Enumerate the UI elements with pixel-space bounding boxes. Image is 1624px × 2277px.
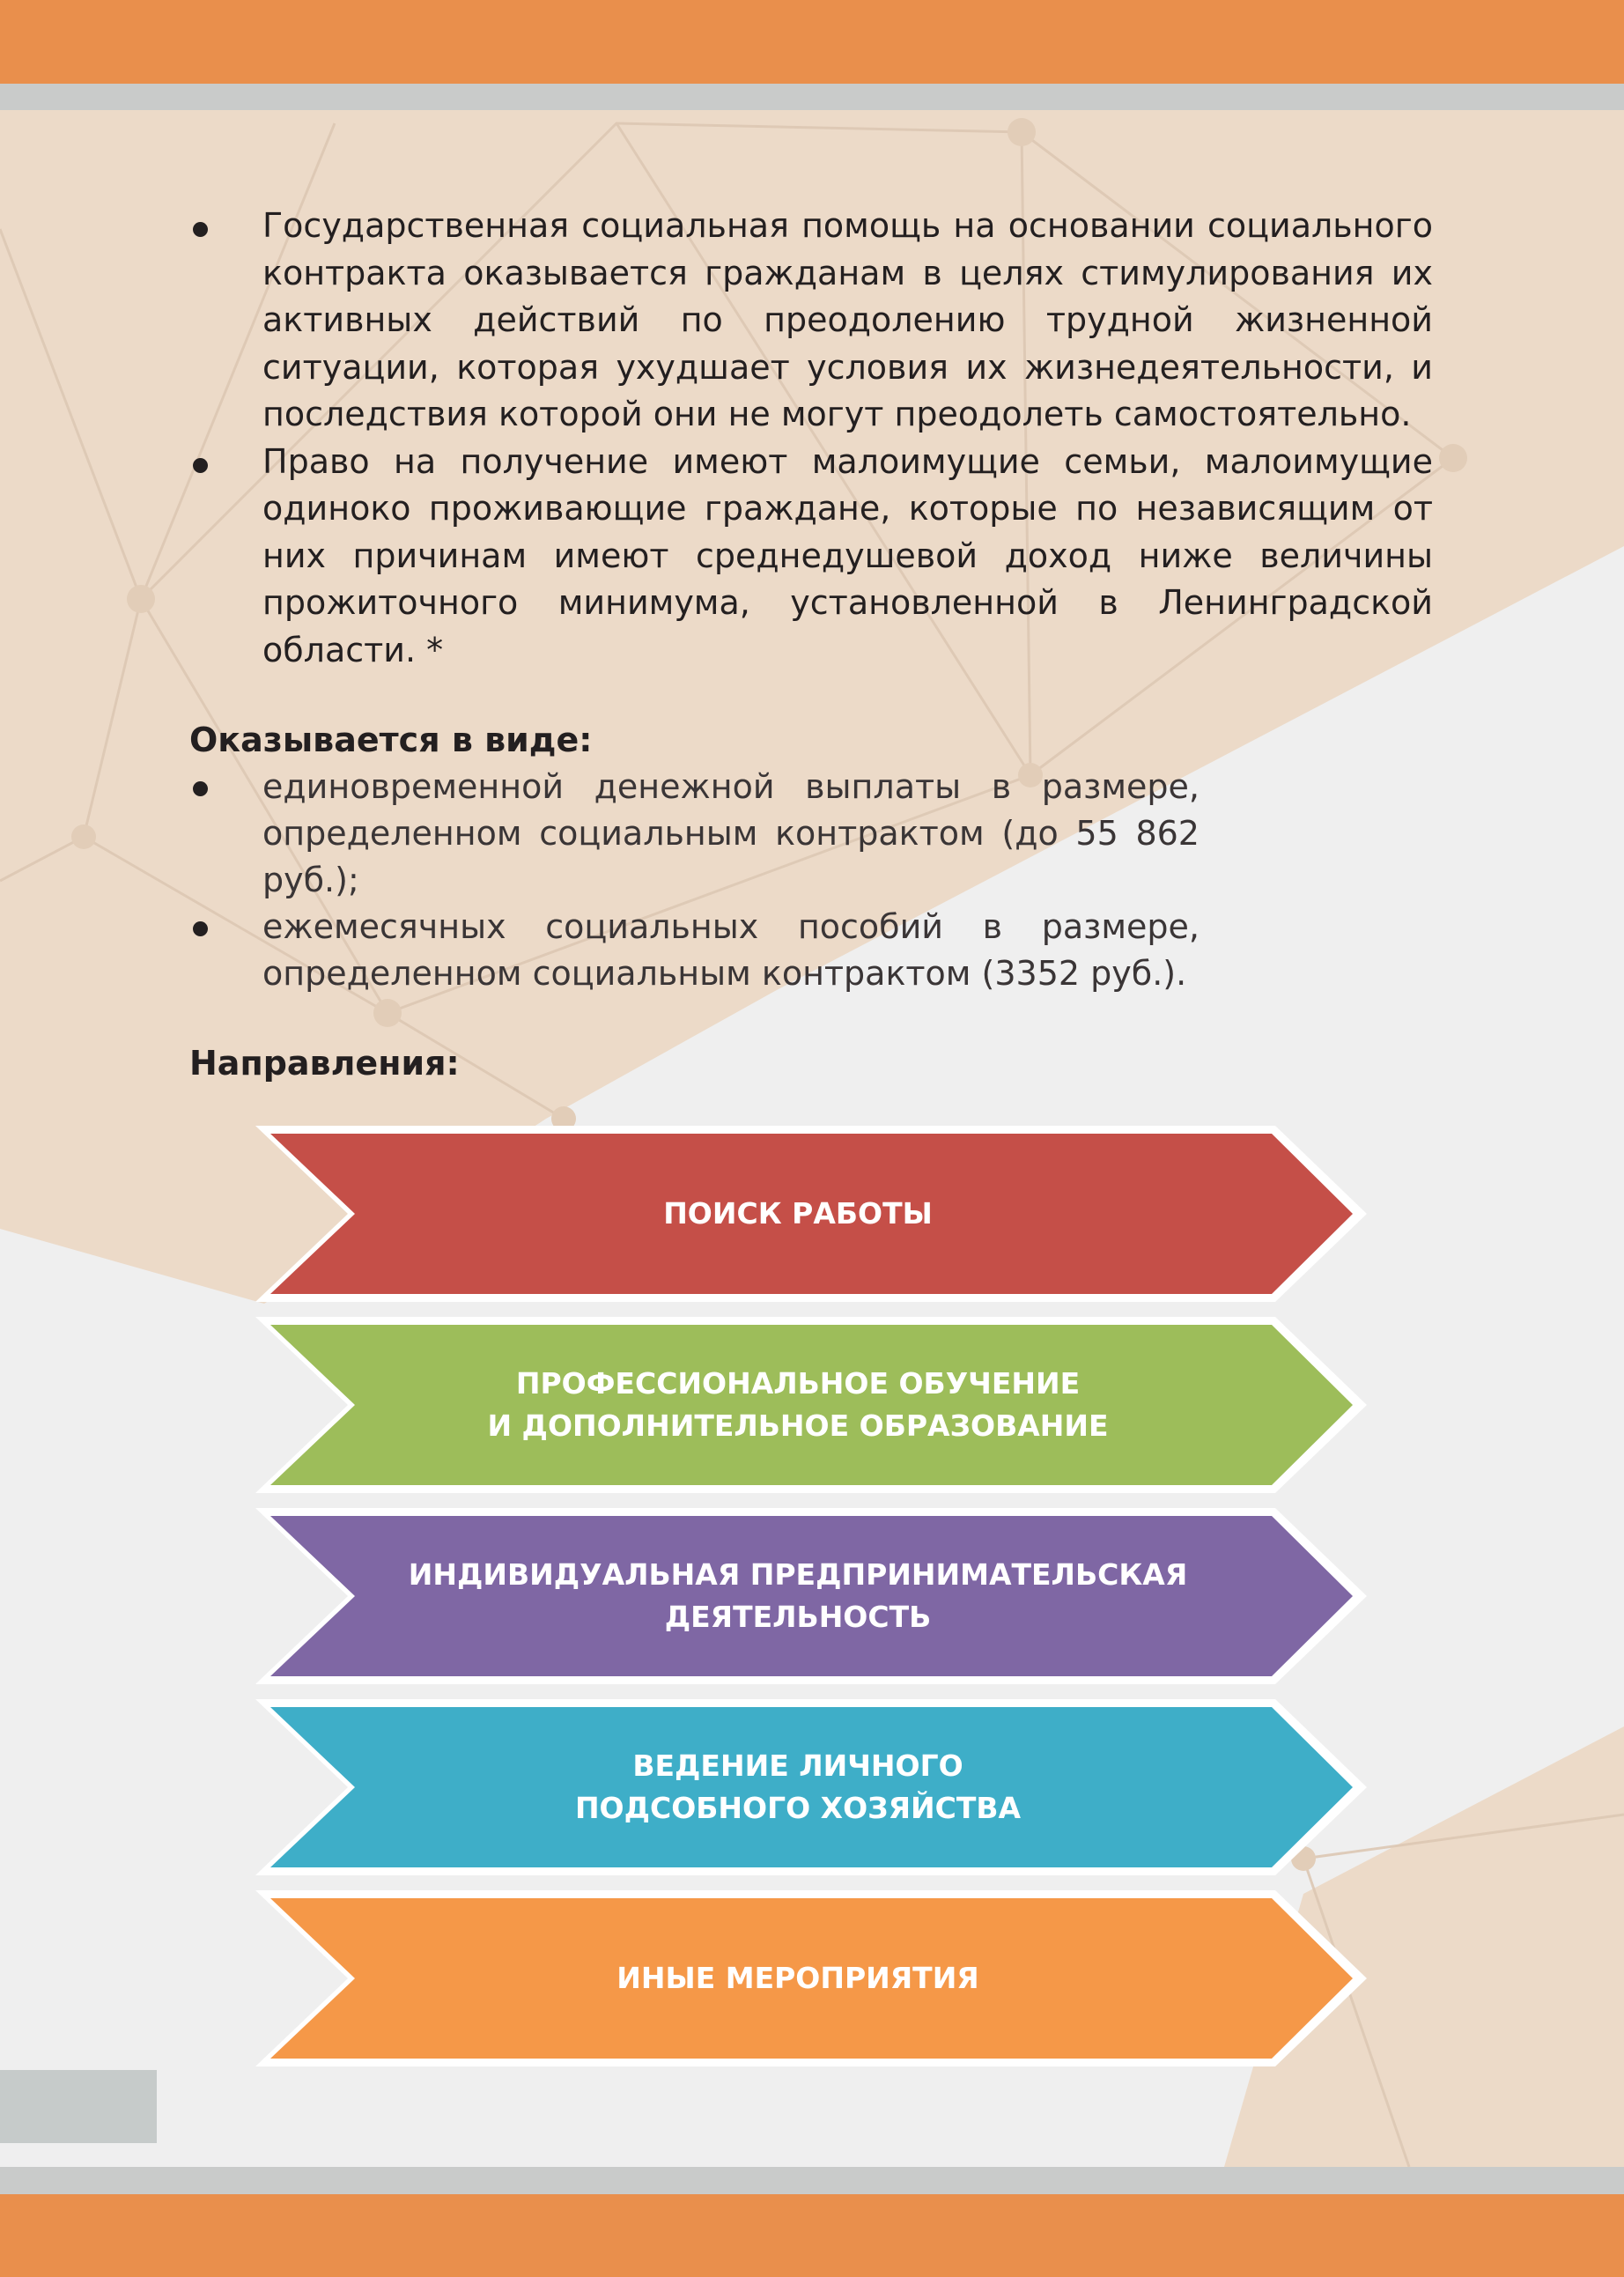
bottom-band (0, 2194, 1624, 2277)
direction-arrow-training (255, 1317, 1367, 1493)
arrow-label: ПОИСК РАБОТЫ (663, 1196, 933, 1231)
arrow-label: ИНДИВИДУАЛЬНАЯ ПРЕДПРИНИМАТЕЛЬСКАЯ ДЕЯТЕЛЬНОСТЬ (408, 1557, 1188, 1634)
list-item: Право на получение имеют малоимущие семьи, малоимущие одиноко проживающие граждане, которые по независящим от них причинам имеют среднедушевой доход ниже величины прожиточного минимума, установленной в Ленинградской области. * (189, 439, 1433, 675)
arrow-label: ПРОФЕССИОНАЛЬНОЕ ОБУЧЕНИЕ И ДОПОЛНИТЕЛЬНОЕ ОБРАЗОВАНИЕ (487, 1366, 1109, 1443)
arrow-label: ВЕДЕНИЕ ЛИЧНОГО ПОДСОБНОГО ХОЗЯЙСТВА (574, 1748, 1022, 1825)
bullet-icon (193, 781, 208, 796)
bullet-icon (193, 222, 208, 237)
intro-list (189, 203, 1433, 674)
direction-arrow-job-search (255, 1126, 1367, 1302)
text-content (189, 203, 1433, 1085)
direction-arrow-entrepreneurship (255, 1508, 1367, 1684)
top-band (0, 0, 1624, 84)
list-item: Государственная социальная помощь на основании социального контракта оказывается гражданам в целях стимулирования их активных действий по преодолению трудной жизненной ситуации, которая ухудшает условия их жизнедеятельности, и последствия которой они не могут преодолеть самостоятельно. (189, 203, 1433, 439)
direction-arrow-other (255, 1890, 1367, 2066)
bullet-icon (193, 458, 208, 473)
page-number-tab (0, 2070, 157, 2143)
list-item: ежемесячных социальных пособий в размере, определенном социальным контрактом (3352 руб.). (189, 904, 1200, 997)
forms-list (189, 764, 1200, 997)
list-item: единовременной денежной выплаты в размере, определенном социальным контрактом (до 55 862 руб.); (189, 764, 1200, 904)
direction-arrow-household (255, 1699, 1367, 1875)
top-grey-stripe (0, 84, 1624, 110)
bullet-icon (193, 921, 208, 936)
directions-heading: Направления: (189, 1044, 460, 1083)
forms-heading: Оказывается в виде: (189, 721, 593, 759)
arrow-label: ИНЫЕ МЕРОПРИЯТИЯ (616, 1961, 979, 1995)
bottom-grey-stripe (0, 2167, 1624, 2194)
